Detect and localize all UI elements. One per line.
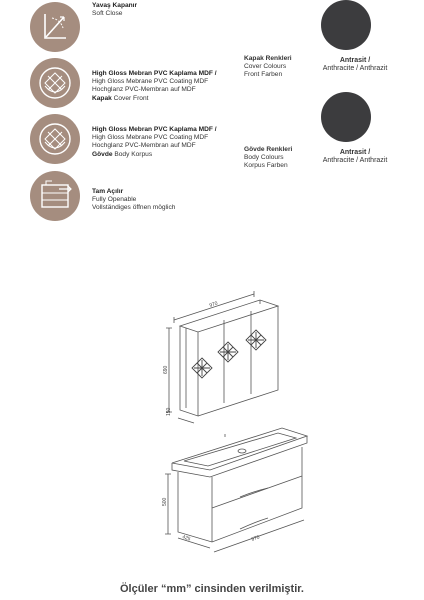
base-height-dim: 500: [162, 497, 168, 506]
cover-colours-label: [244, 55, 292, 80]
feature-line: Yavaş Kapanır: [92, 2, 138, 9]
feature-line: Soft Close: [92, 10, 123, 18]
cabinet-width-dim: 970: [208, 300, 219, 309]
feature-line: [92, 151, 267, 159]
swatch-name: Antrasit /: [339, 149, 371, 156]
feature-cover-material: [30, 58, 250, 108]
soft-close-icon: [30, 2, 80, 52]
base-depth-dim: 425: [181, 534, 192, 543]
feature-fully-openable: [30, 171, 250, 221]
fully-openable-icon: [30, 171, 80, 221]
feature-line: High Gloss Mebrane PVC Coating MDF: [92, 134, 209, 142]
feature-line: Hochglanz PVC-Membran auf MDF: [92, 142, 196, 150]
feature-line-text: Body Korpus: [112, 150, 153, 158]
body-swatch-label: [300, 149, 410, 166]
swatch-sub: Anthracite / Anthrazit: [322, 157, 388, 165]
body-colour-swatch: [321, 92, 371, 142]
cabinet-depth-dim: 150: [166, 407, 172, 416]
feature-line: Hochglanz PVC-Membran auf MDF: [92, 86, 196, 94]
feature-line: [92, 95, 267, 103]
body-colours-title: Gövde Renkleri: [244, 146, 293, 153]
feature-line-text: Cover Front: [111, 94, 149, 102]
cover-swatch-label: [300, 57, 410, 74]
body-colours-line: Body Colours: [244, 154, 284, 162]
technical-drawing: [150, 270, 330, 560]
footer-note: Ölçüler “mm” cinsinden verilmiştir.: [119, 583, 304, 595]
feature-line: Tam Açılır: [92, 188, 124, 195]
feature-line: High Gloss Mebran PVC Kaplama MDF /: [92, 70, 217, 77]
mirror-cabinet-outline: [180, 300, 278, 332]
vanity-cabinet-outline: [178, 447, 302, 542]
feature-line: Vollständiges öffnen möglich: [92, 204, 176, 212]
cover-colours-line: Front Farben: [244, 71, 283, 79]
feature-line: Fully Openable: [92, 196, 137, 204]
cover-material-icon: [30, 58, 80, 108]
cabinet-height-dim: 690: [163, 365, 169, 374]
cover-colours-title: Kapak Renkleri: [244, 55, 292, 62]
feature-line-prefix: Gövde: [92, 150, 113, 158]
cover-colours-line: Cover Colours: [244, 63, 287, 71]
feature-line: High Gloss Mebran PVC Kaplama MDF /: [92, 126, 217, 133]
body-material-icon: [30, 114, 80, 164]
cover-colour-swatch: [321, 0, 371, 50]
base-width-dim: 970: [250, 534, 261, 543]
feature-line: High Gloss Mebrane PVC Coating MDF: [92, 78, 209, 86]
swatch-sub: Anthracite / Anthrazit: [322, 65, 388, 73]
feature-body-material: [30, 114, 250, 164]
feature-line-prefix: Kapak: [92, 94, 112, 102]
body-colours-label: [244, 146, 292, 171]
swatch-name: Antrasit /: [339, 57, 371, 64]
body-colours-line: Korpus Farben: [244, 162, 288, 170]
feature-soft-close: [30, 2, 250, 52]
